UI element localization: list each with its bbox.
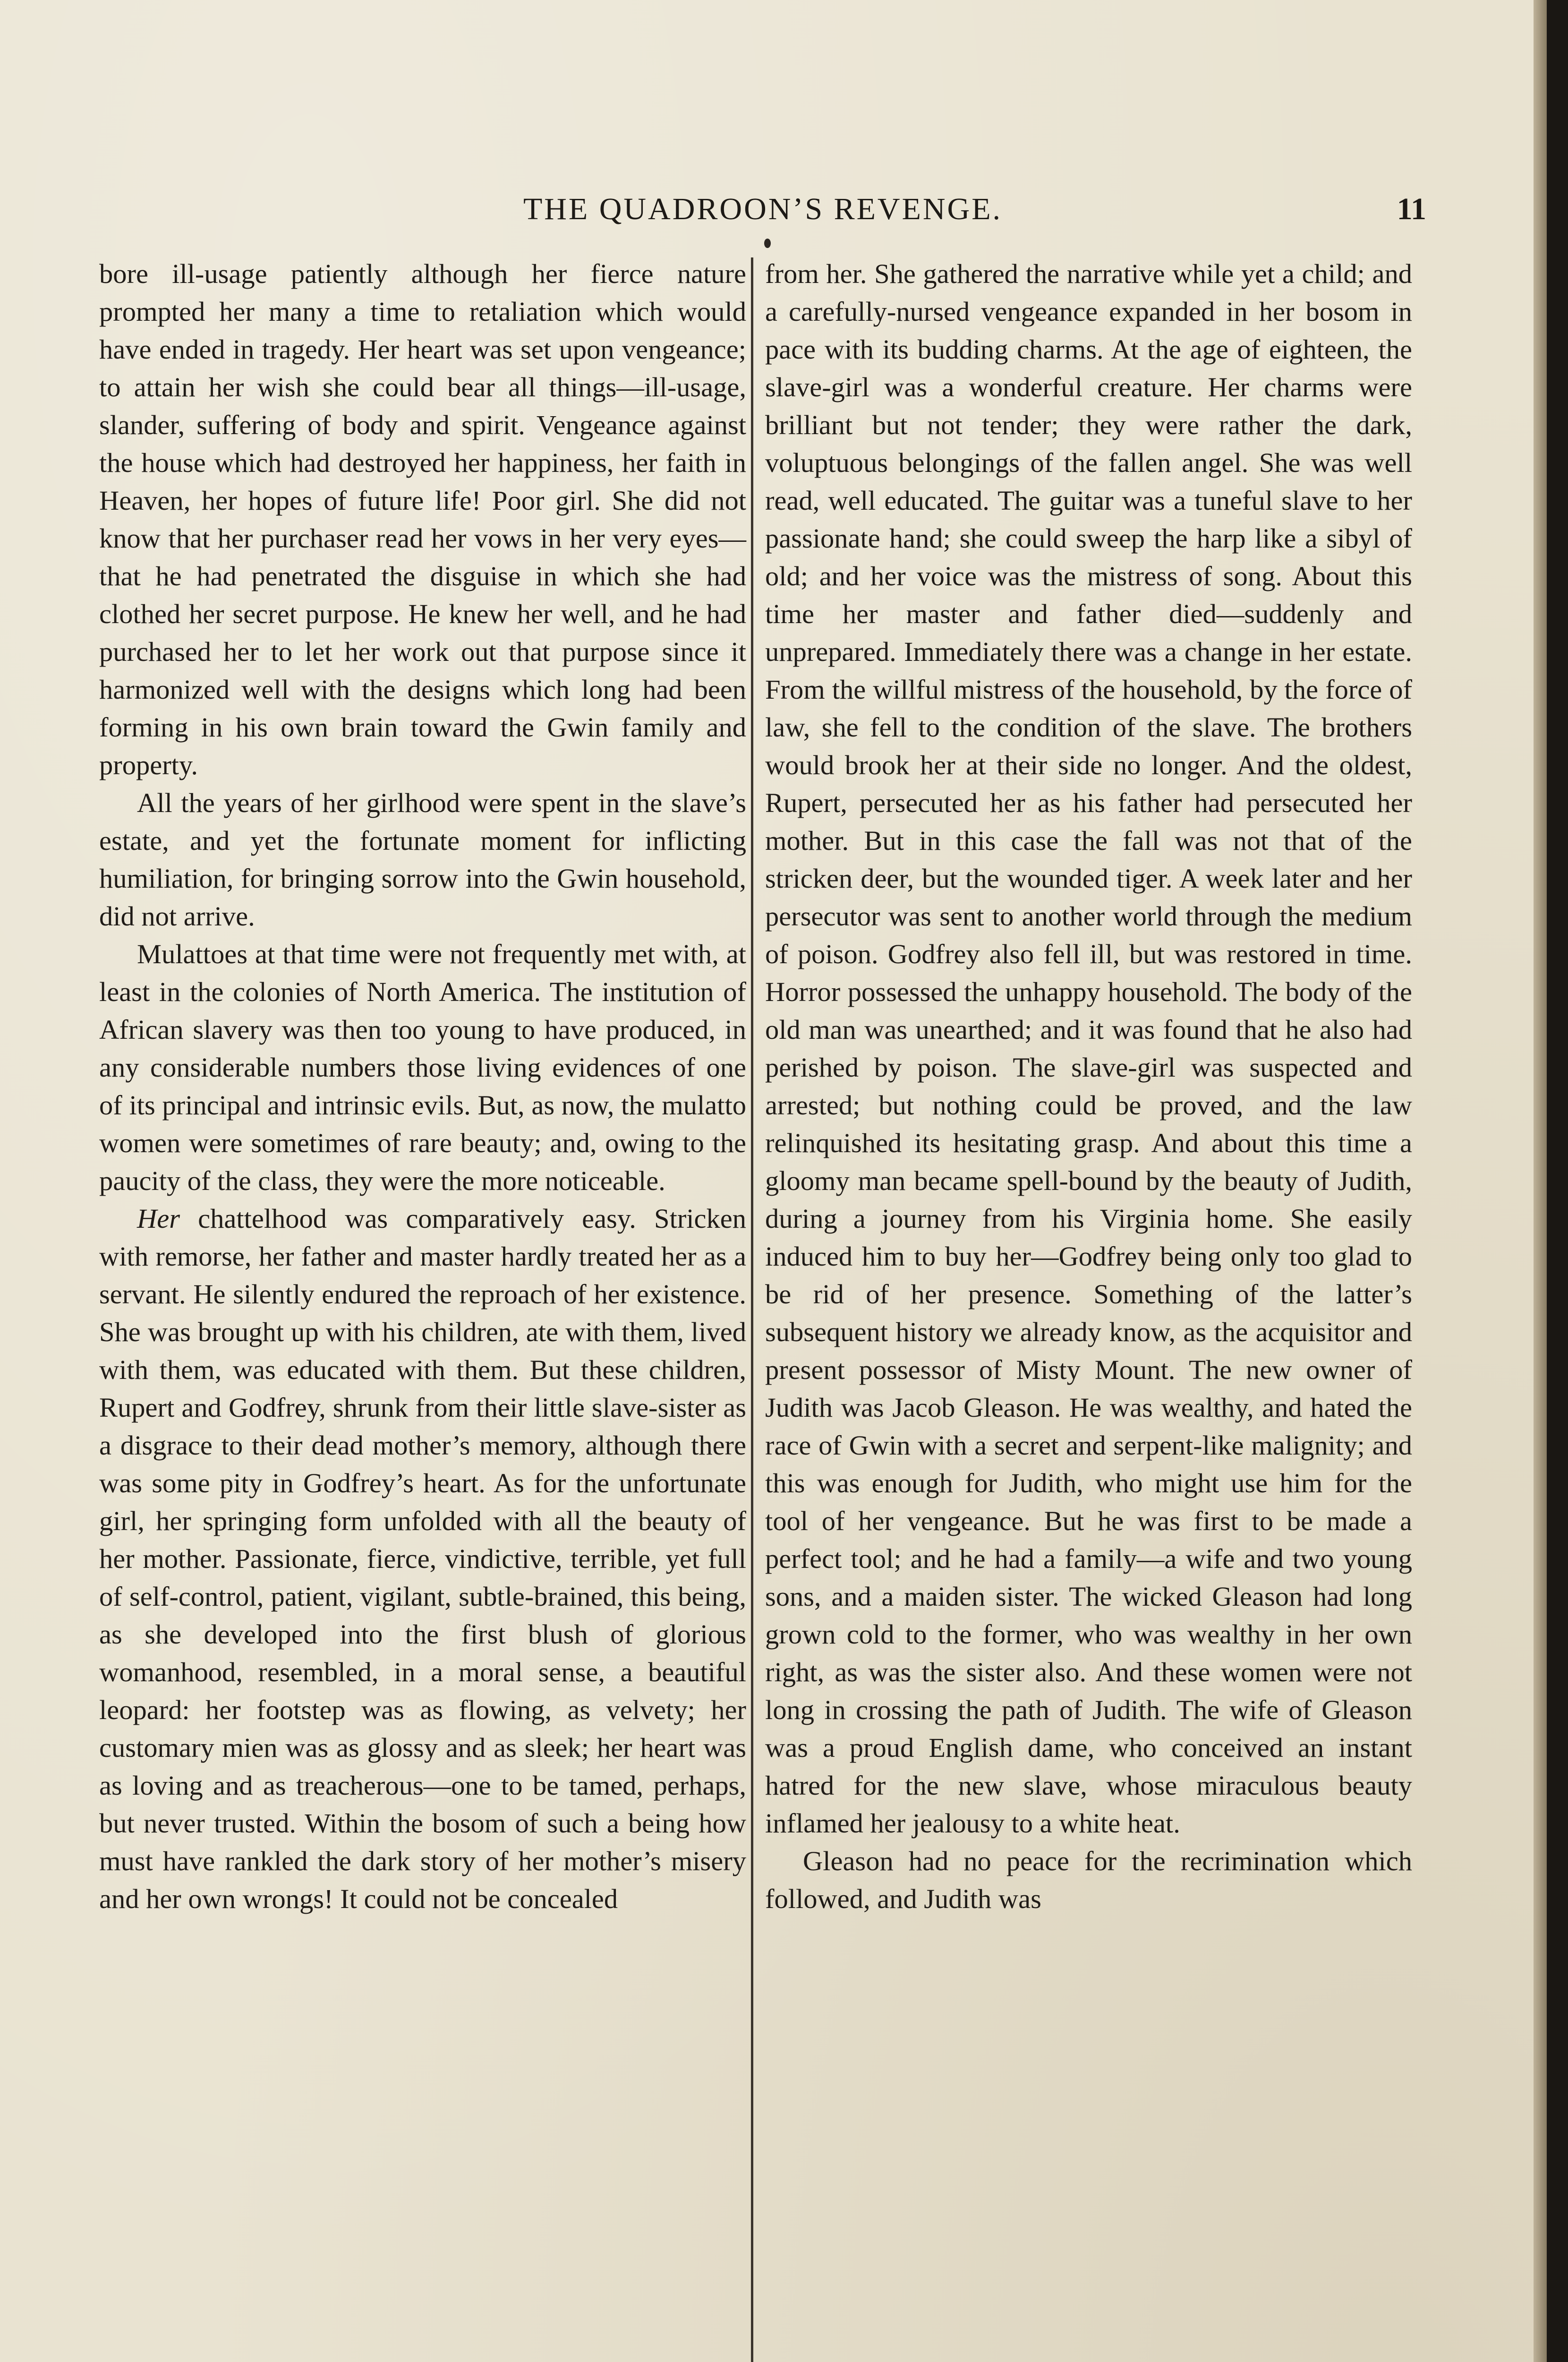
paragraph-text: chattelhood was comparatively easy. Stricken with remorse, her father and master hardly treated her as a servant. He silently endured the reproach of her existence. She was brought up with his children, ate with them, lived with them, was educated with them. But these children, Rupert and Godfrey, shrunk from their little slave-sister as a disgrace to their dead mother’s memory, although there was some pity in Godfrey’s heart. As for the unfortunate girl, her springing form unfolded with all the beauty of her mother. Passionate, fierce, vindictive, terrible, yet full of self-control, patient, vigilant, subtle-brained, this being, as she developed into the first blush of glorious womanhood, resembled, in a moral sense, a beautiful leopard: her footstep was as flowing, as velvety; her customary mien was as glossy and as sleek; her heart was as loving and as treacherous—one to be tamed, perhaps, but never trusted. Within the bosom of such a being how must have rankled the dark story of her mother’s misery and her own wrongs! It could not be concealed xyxy=(99,1203,746,1914)
left-column xyxy=(99,255,746,1918)
paragraph: All the years of her girlhood were spent in the slave’s estate, and yet the fortunate moment for inflicting humiliation, for bringing sorrow into the Gwin household, did not arrive. xyxy=(99,787,746,932)
page-header xyxy=(99,188,1426,240)
column-divider xyxy=(751,257,753,2362)
paragraph: bore ill-usage patiently although her fierce nature prompted her many a time to retaliation which would have ended in tragedy. Her heart was set upon vengeance; to attain her wish she could bear all things—ill-usage, slander, suffering of body and spirit. Vengeance against the house which had destroyed her happiness, her faith in Heaven, her hopes of future life! Poor girl. She did not know that her purchaser read her vows in her very eyes—that he had penetrated the disguise in which she had clothed her secret purpose. He knew her well, and he had purchased her to let her work out that purpose since it harmonized well with the designs which long had been forming in his own brain toward the Gwin family and property. xyxy=(99,258,746,780)
italic-word: Her xyxy=(137,1203,180,1234)
paragraph xyxy=(99,1200,746,1918)
page-edge xyxy=(1534,0,1547,2362)
paragraph: Gleason had no peace for the recrimination which followed, and Judith was xyxy=(765,1846,1412,1914)
page-number: 11 xyxy=(1397,192,1426,226)
paragraph: from her. She gathered the narrative while yet a child; and a carefully-nursed vengeance expanded in her bosom in pace with its budding charms. At the age of eighteen, the slave-girl was a wonderful creature. Her charms were brilliant but not tender; they were rather the dark, voluptuous belongings of the fallen angel. She was well read, well educated. The guitar was a tuneful slave to her passionate hand; she could sweep the harp like a sibyl of old; and her voice was the mistress of song. About this time her master and father died—suddenly and unprepared. Immediately there was a change in her estate. From the willful mistress of the household, by the force of law, she fell to the condition of the slave. The brothers would brook her at their side no longer. And the oldest, Rupert, persecuted her as his father had persecuted her mother. But in this case the fall was not that of the stricken deer, but the wounded tiger. A week later and her persecutor was sent to another world through the medium of poison. Godfrey also fell ill, but was restored in time. Horror possessed the unhappy household. The body of the old man was unearthed; and it was found that he also had perished by poison. The slave-girl was suspected and arrested; but nothing could be proved, and the law relinquished its hesitating grasp. And about this time a gloomy man became spell-bound by the beauty of Judith, during a journey from his Virginia home. She easily induced him to buy her—Godfrey being only too glad to be rid of her presence. Something of the latter’s subsequent history we already know, as the acquisitor and present possessor of Misty Mount. The new owner of Judith was Jacob Gleason. He was wealthy, and hated the race of Gwin with a secret and serpent-like malignity; and this was enough for Judith, who might use him for the tool of her vengeance. But he was first to be made a perfect tool; and he had a family—a wife and two young sons, and a maiden sister. The wicked Gleason had long grown cold to the former, who was wealthy in her own right, as was the sister also. And these women were not long in crossing the path of Judith. The wife of Gleason was a proud English dame, who conceived an instant hatred for the new slave, whose miraculous beauty inflamed her jealousy to a white heat. xyxy=(765,258,1412,1839)
running-title: THE QUADROON’S REVENGE. xyxy=(523,192,1003,226)
ornament-dot xyxy=(764,239,771,248)
right-column xyxy=(765,255,1412,1918)
paragraph: Mulattoes at that time were not frequently met with, at least in the colonies of North America. The institution of African slavery was then too young to have produced, in any considerable numbers those living evidences of one of its principal and intrinsic evils. But, as now, the mulatto women were sometimes of rare beauty; and, owing to the paucity of the class, they were the more noticeable. xyxy=(99,939,746,1196)
